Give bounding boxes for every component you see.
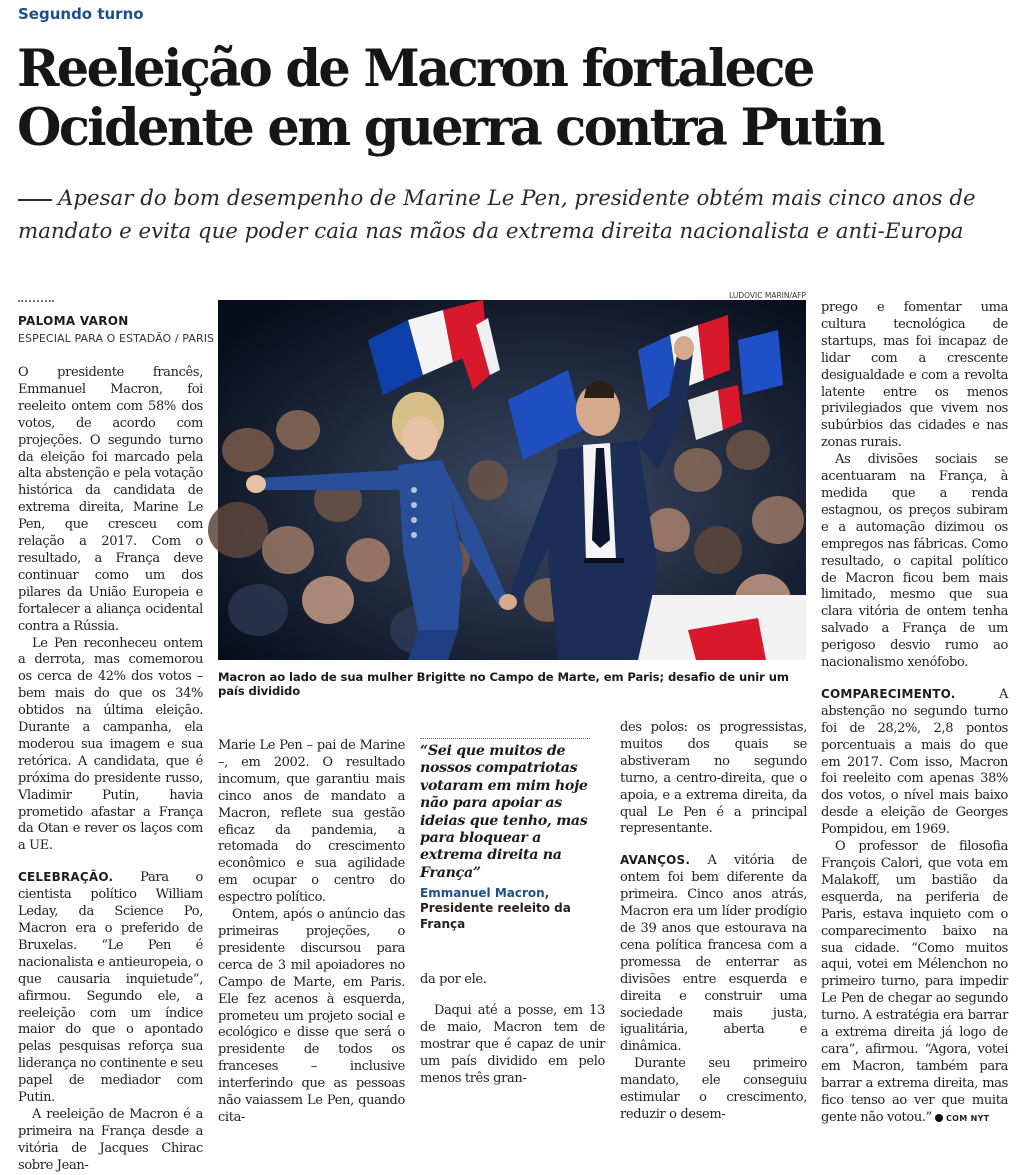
section-lead: COMPARECIMENTO.: [821, 686, 956, 701]
paragraph: Le Pen reconheceu ontem a derrota, mas comemorou os cerca de 42% dos votos – bem mais do que os 34% obtidos na última eleição. Durante a campanha, ela moderou sua imagem e sua retórica. A candidata, que é próxima do presidente russo, Vladimir Putin, havia prometido afastar a França da Otan e rever os laços com a UE.: [18, 635, 203, 854]
article-column-4: [620, 720, 807, 1124]
end-mark-icon: [935, 1114, 943, 1122]
byline-divider: [18, 300, 54, 304]
dek-text: Apesar do bom desempenho de Marine Le Pen, presidente obtém mais cinco anos de mandato e evita que poder caia nas mãos da extrema direita nacionalista e anti-Europa: [18, 186, 976, 244]
paragraph: Ontem, após o anúncio das primeiras projeções, o presidente discursou para cerca de 3 mil apoiadores no Campo de Marte, em Paris. Ele fez acenos à esquerda, prometeu um projeto social e ecológico e disse que será o presidente de todos os franceses – inclusive interferindo que as pessoas não vaiassem Le Pen, quando cita-: [218, 907, 405, 1125]
paragraph: prego e fomentar uma cultura tecnológica de startups, mas foi incapaz de lidar com a crescente desigualdade e com a revolta latente entre os menos privilegiados que vivem nos subúrbios das cidades e nas zonas rurais.: [821, 300, 1008, 451]
headline-line-1: Reeleição de Macron fortalece: [17, 39, 813, 99]
paragraph: Marie Le Pen – pai de Marine –, em 2002. O resultado incomum, que garantiu mais cinco anos de mandato a Macron, reflete sua gestão eficaz da pandemia, a retomada do crescimento econômico e sua agilidade em ocupar o centro do espectro político.: [218, 738, 405, 906]
paragraph: As divisões sociais se acentuaram na França, à medida que a renda estagnou, os preços subiram e a automação dizimou os empregos nas fábricas. Como resultado, o capital político de Macron ficou bem mais limitado, mesmo que sua clara vitória de ontem tenha salvado a França de um perigoso desvio rumo ao nacionalismo xenófobo.: [821, 452, 1008, 671]
paragraph-text: A vitória de ontem foi bem diferente da primeira. Cinco anos atrás, Macron era um líder prodígio de 39 anos que estourava na cena política francesa com a promessa de enterrar as divisões entre esquerda e direita e construir uma sociedade mais justa, igualitária, aberta e dinâmica.: [620, 853, 807, 1055]
author-affiliation: ESPECIAL PARA O ESTADÃO / PARIS: [18, 332, 215, 345]
paragraph: des polos: os progressistas, muitos dos quais se abstiveram no segundo turno, a centro-direita, que o apoia, e a extrema direita, da qual Le Pen é a principal representante.: [620, 720, 807, 837]
paragraph-text: Para o cientista político William Leday, da Science Po, Macron era o preferido de Bruxelas. “Le Pen é nacionalista e antieuropeia, o que causaria inquietude”, afirmou. Segundo ele, a reeleição com um índice maior do que o apontado pelas pesquisas reforça sua liderança no continente e seu papel de mediador com Putin.: [18, 870, 203, 1106]
headline: [17, 40, 1017, 158]
source-sign: COM NYT: [945, 1113, 990, 1123]
article-column-2: [218, 738, 405, 1127]
pull-quote: [420, 738, 598, 932]
dek-rule: [18, 199, 52, 201]
section-kicker: Segundo turno: [18, 5, 144, 23]
section-lead: CELEBRAÇÃO.: [18, 870, 114, 885]
article-photo: [218, 300, 806, 660]
paragraph: [18, 869, 203, 1107]
paragraph: Daqui até a posse, em 13 de maio, Macron tem de mostrar que é capaz de unir um país dividido em pelo menos três gran-: [420, 1002, 605, 1086]
section-lead: AVANÇOS.: [620, 853, 691, 868]
quote-rule: [420, 738, 590, 739]
article-column-3: [420, 972, 605, 1087]
photo-credit: LUDOVIC MARIN/AFP: [729, 291, 806, 300]
photo-illustration: [218, 300, 806, 660]
paragraph: [821, 686, 1008, 839]
headline-line-2: Ocidente em guerra contra Putin: [17, 98, 883, 158]
paragraph: Durante seu primeiro mandato, ele conseguiu estimular o crescimento, reduzir o desem-: [620, 1056, 807, 1122]
article-column-1: [18, 365, 203, 1175]
quote-role: Presidente reeleito da França: [420, 901, 571, 932]
paragraph: A reeleição de Macron é a primeira na França desde a vitória de Jacques Chirac sobre Jean-: [18, 1106, 203, 1173]
paragraph: da por ele.: [420, 972, 487, 987]
paragraph: [821, 839, 1008, 1127]
paragraph: O presidente francês, Emmanuel Macron, foi reeleito ontem com 58% dos votos, de acordo com projeções. O segundo turno da eleição foi marcado pela alta abstenção e pela votação histórica da candidata de extrema direita, Marine Le Pen, que cresceu com relação a 2017. Com o resultado, a França deve continuar como um dos pilares da União Europeia e fortalecer a aliança ocidental contra a Rússia.: [18, 365, 203, 634]
photo-caption: Macron ao lado de sua mulher Brigitte no Campo de Marte, em Paris; desafio de unir um país dividido: [218, 670, 789, 698]
paragraph: [620, 852, 807, 1056]
paragraph-text: O professor de filosofia François Calori, que vota em Malakoff, um bastião da esquerda, na periferia de Paris, estava inquieto com o comparecimento baixo na sua cidade. “Como muitos aqui, votei em Mélenchon no primeiro turno, para impedir Le Pen de chegar ao segundo turno. A estratégia era barrar a extrema direita já logo de cara”, afirmou. “Agora, votei em Macron, também para barrar a extrema direita, mas fico tenso ao ver que muita gente não votou.”: [821, 839, 1008, 1125]
subheadline: [18, 182, 1013, 248]
paragraph-text: A abstenção no segundo turno foi de 28,2%, 2,8 pontos porcentuais a mais do que em 2017. Com isso, Macron foi reeleito com apenas 38% dos votos, o nível mais baixo desde a eleição de Georges Pompidou, em 1969.: [821, 686, 1008, 838]
quote-author: Emmanuel Macron,: [420, 886, 550, 901]
article-column-5: [821, 300, 1008, 1128]
quote-text: “Sei que muitos de nossos compatriotas votaram em mim hoje não para apoiar as ideias que tenho, mas para bloquear a extrema direita na França”: [420, 743, 588, 881]
byline: [18, 314, 214, 345]
author-name: PALOMA VARON: [18, 314, 129, 328]
